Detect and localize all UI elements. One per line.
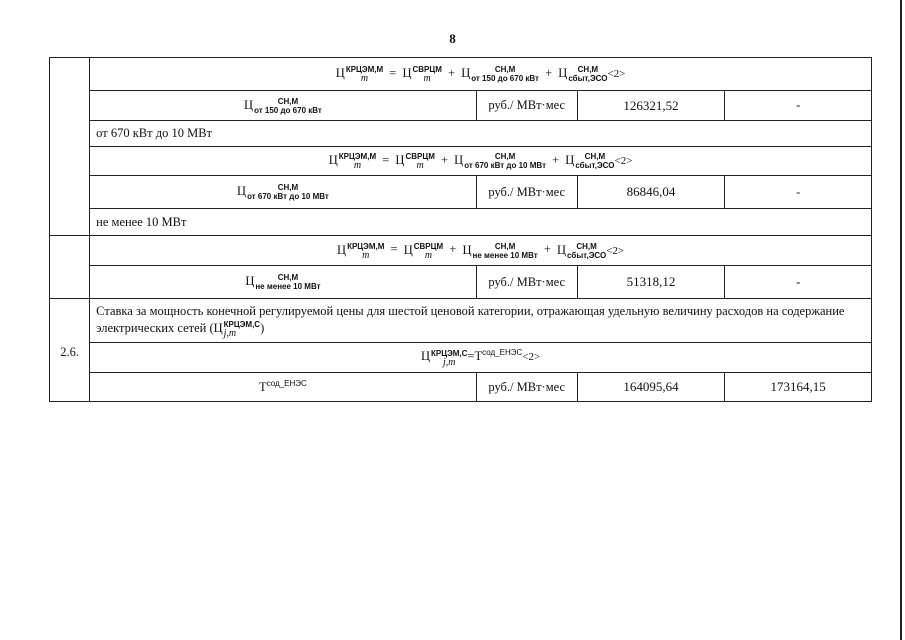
name-cell: $Т^{сод\_ЕНЭС}$ — [90, 373, 477, 402]
value-cell: - — [725, 176, 872, 209]
range-heading: от 670 кВт до 10 МВт — [90, 121, 872, 147]
section-description: Ставка за мощность конечной регулируемой цены для шестой ценовой категории, отражающая удельную величину расходов на содержание электрических сетей (Ц КРЦЭМ,С j,m ) — [90, 299, 872, 343]
row-number-cell — [50, 236, 90, 299]
value-cell: - — [725, 266, 872, 299]
table-row — [50, 176, 872, 209]
tariff-table — [49, 57, 872, 402]
unit-cell: руб./ МВт·мес — [476, 91, 577, 121]
table-row — [50, 299, 872, 343]
table-row — [50, 147, 872, 176]
unit-cell: руб./ МВт·мес — [476, 176, 577, 209]
formula-cell: Ц КРЦЭМ,М m = Ц СВРЦМ m + Ц СН,М от 670 кВт до 10 МВт + Ц СН,М сбыт,ЭСО <2> — [90, 147, 872, 176]
formula-cell: Ц КРЦЭМ,М m = Ц СВРЦМ m + Ц СН,М от 150 до 670 кВт + Ц СН,М сбыт,ЭСО <2> — [90, 58, 872, 91]
formula-cell: Ц КРЦЭМ,М m = Ц СВРЦМ m + Ц СН,М не менее 10 МВт + Ц СН,М сбыт,ЭСО <2> — [90, 236, 872, 266]
name-cell: Ц СН,М от 150 до 670 кВт — [90, 91, 477, 121]
table-row — [50, 58, 872, 91]
value-cell: 126321,52 — [577, 91, 725, 121]
table-row — [50, 343, 872, 373]
formula-cell: Ц КРЦЭМ,С j,m $=Т^{сод\_ЕНЭС}<2>$ — [90, 343, 872, 373]
value-cell: 164095,64 — [577, 373, 725, 402]
table-row — [50, 209, 872, 236]
value-cell: 51318,12 — [577, 266, 725, 299]
table-row — [50, 236, 872, 266]
name-cell: Ц СН,М от 670 кВт до 10 МВт — [90, 176, 477, 209]
page-edge — [900, 0, 902, 640]
page-number: 8 — [449, 31, 456, 46]
range-heading: не менее 10 МВт — [90, 209, 872, 236]
table-row — [50, 121, 872, 147]
unit-cell: руб./ МВт·мес — [476, 266, 577, 299]
table-row — [50, 373, 872, 402]
value-cell: 173164,15 — [725, 373, 872, 402]
table-row — [50, 266, 872, 299]
value-cell: - — [725, 91, 872, 121]
name-cell: Ц СН,М не менее 10 МВт — [90, 266, 477, 299]
table-row — [50, 91, 872, 121]
section-number: 2.6. — [50, 299, 90, 402]
unit-cell: руб./ МВт·мес — [476, 373, 577, 402]
row-number-cell — [50, 58, 90, 236]
value-cell: 86846,04 — [577, 176, 725, 209]
